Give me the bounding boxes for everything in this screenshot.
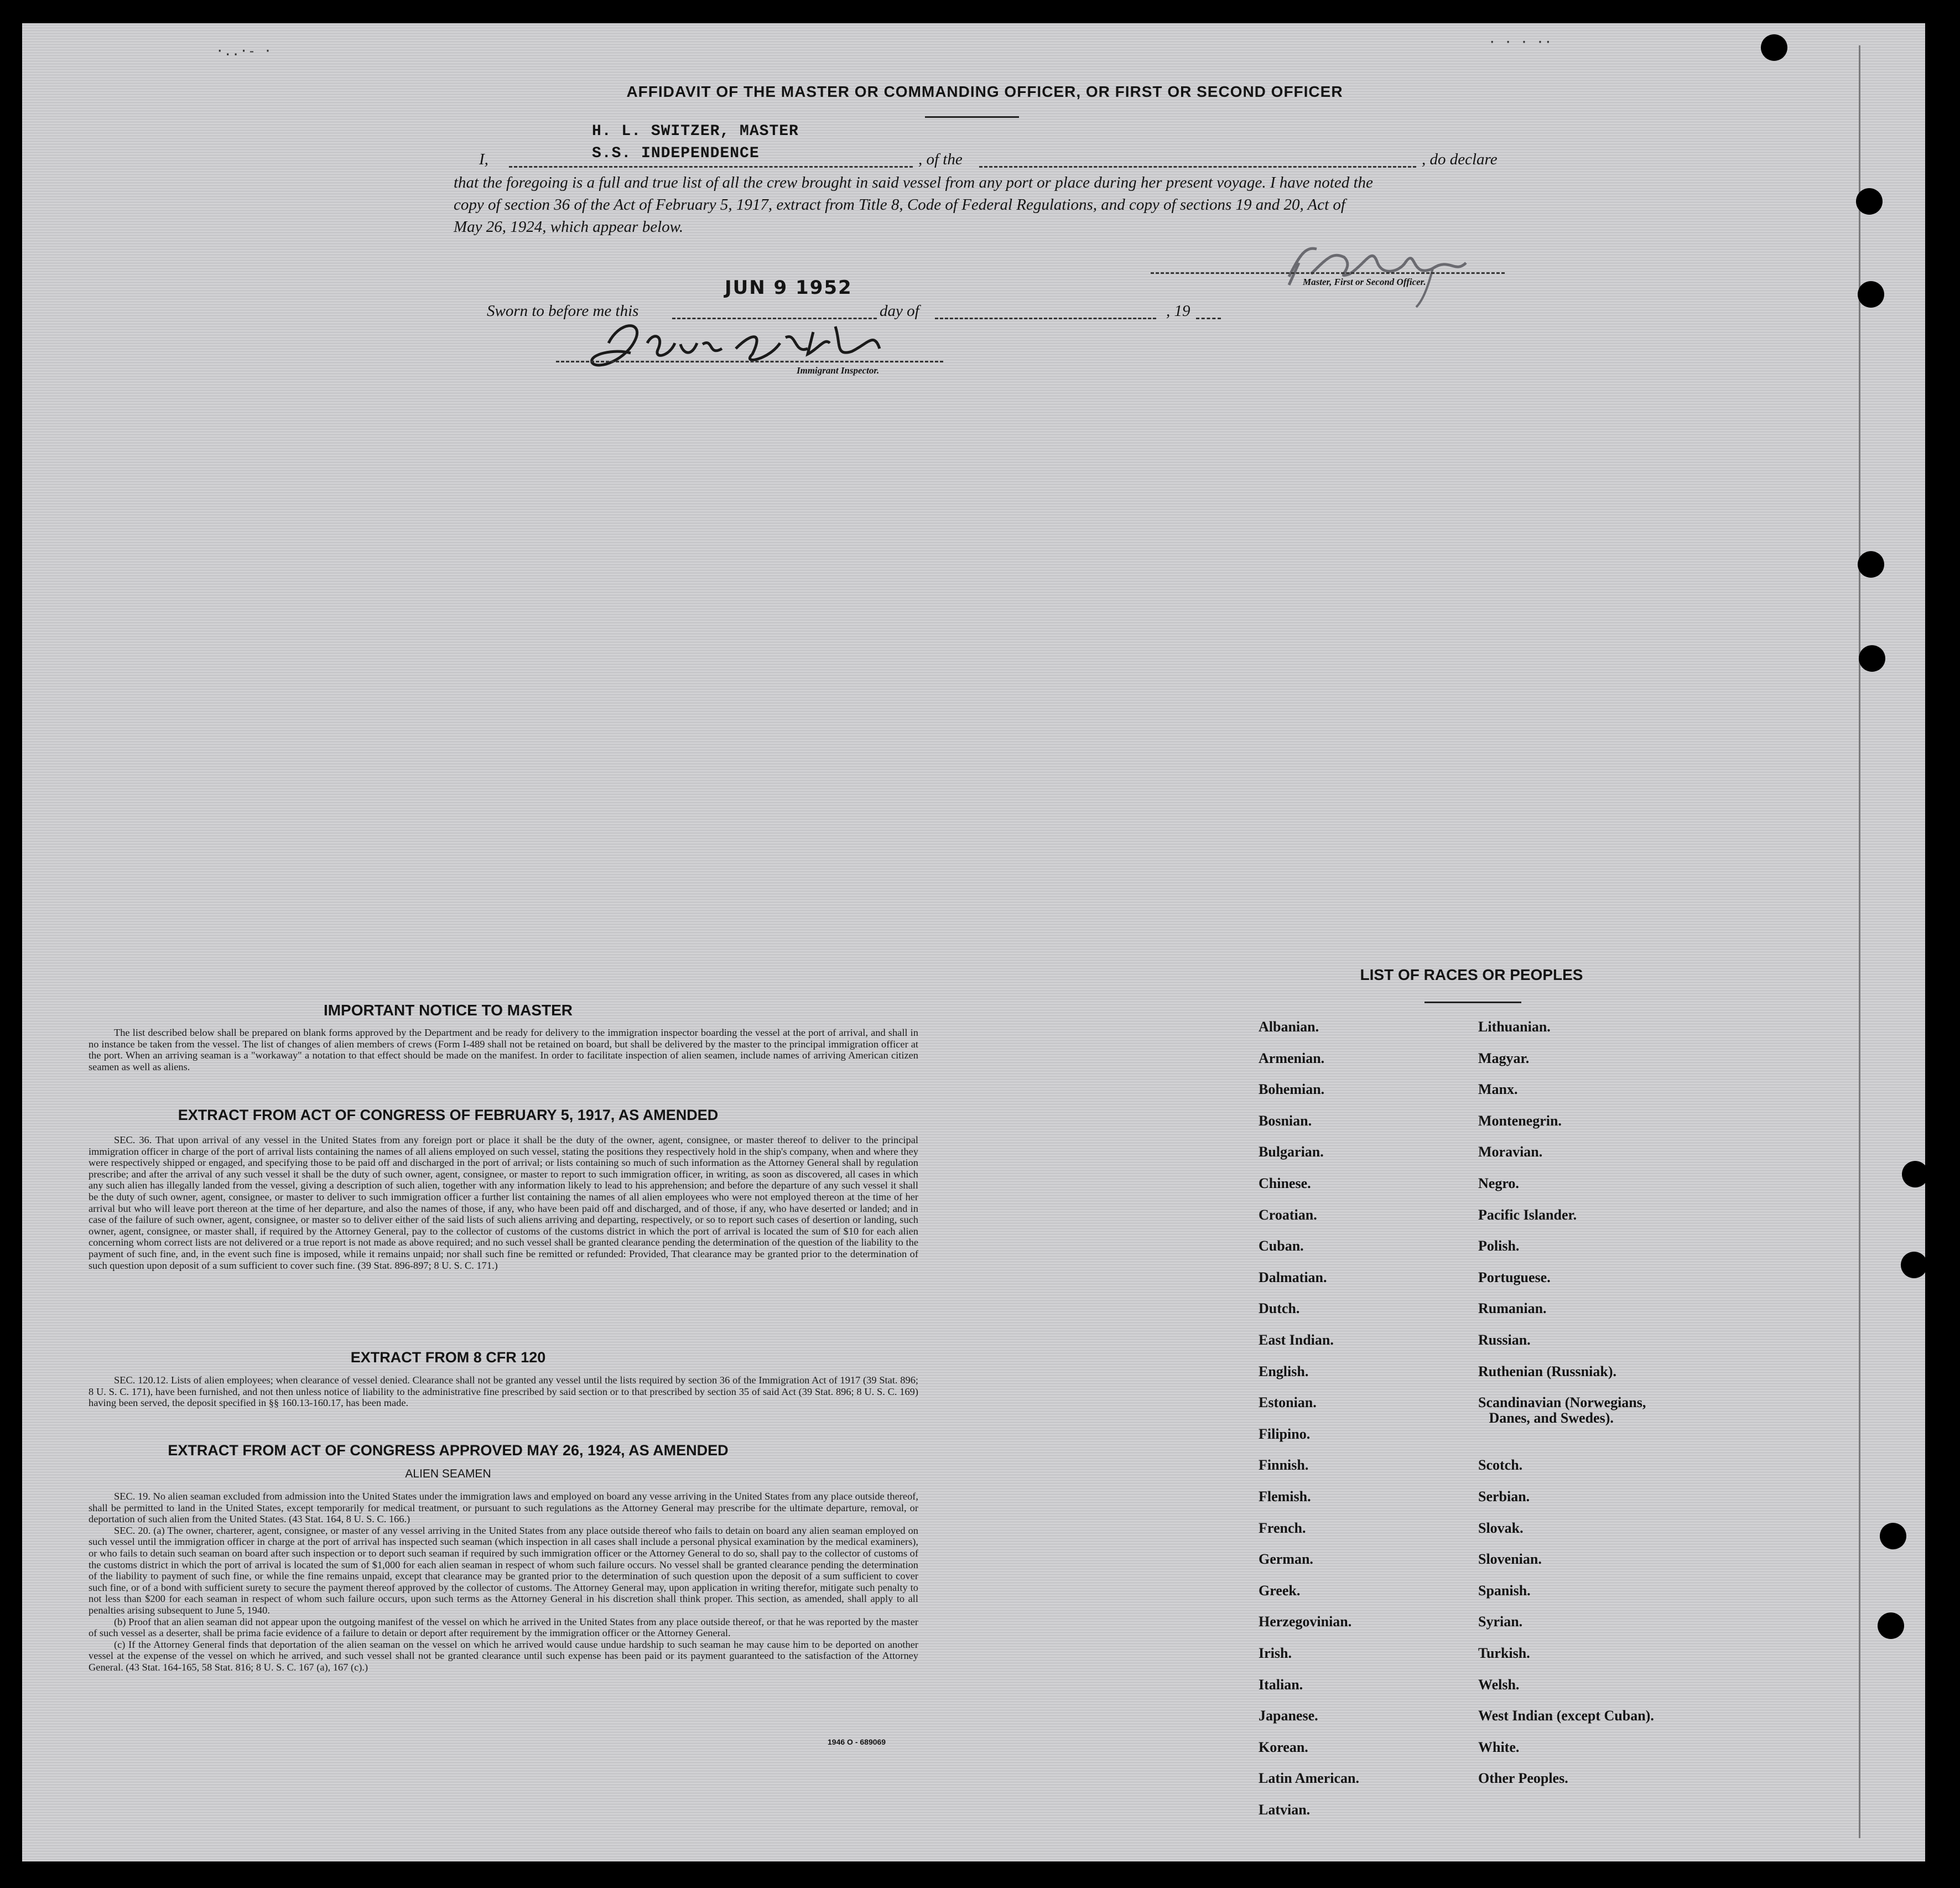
race-item: Portuguese. — [1478, 1269, 1551, 1285]
important-notice-heading: IMPORTANT NOTICE TO MASTER — [323, 1002, 573, 1019]
race-item: French. — [1259, 1519, 1306, 1536]
act-1924-heading: EXTRACT FROM ACT OF CONGRESS APPROVED MAY 26, 1924, AS AMENDED — [168, 1442, 729, 1459]
race-item: Polish. — [1478, 1238, 1520, 1254]
race-item: Slovak. — [1478, 1519, 1524, 1536]
race-item: Other Peoples. — [1478, 1770, 1568, 1787]
sec-20c-paragraph: (c) If the Attorney General finds that deportation of the alien seaman on the vessel on which he arrived would cause undue hardship to such seaman he may cause him to be deported on another vessel at the expense of the vessel on which he arrived, and such vessel shall not be granted clearance until such expense has been paid or its payment guaranteed to the satisfaction of the Attorney General. (43 Stat. 164-165, 58 Stat. 816; 8 U. S. C. 167 (a), 167 (c).) — [89, 1638, 918, 1673]
race-item: Finnish. — [1259, 1457, 1309, 1474]
race-item: Ruthenian (Russniak). — [1478, 1363, 1616, 1379]
do-declare-label: , do declare — [1422, 151, 1498, 168]
declaration-i: I, — [479, 151, 488, 168]
race-item: Negro. — [1478, 1175, 1519, 1191]
act-1917-text — [89, 1134, 918, 1271]
race-item: Montenegrin. — [1478, 1112, 1562, 1129]
declaration-line-2: copy of section 36 of the Act of February 5, 1917, extract from Title 8, Code of Federal Regulations, and copy of sections 19 and 20, Act of — [454, 196, 1345, 214]
race-item: Dutch. — [1259, 1300, 1300, 1317]
declaration-line-3: May 26, 1924, which appear below. — [454, 218, 684, 236]
act-1924-text — [89, 1491, 918, 1673]
punch-hole — [1878, 1612, 1904, 1639]
race-item: Magyar. — [1478, 1050, 1530, 1066]
punch-hole — [1859, 645, 1885, 672]
race-item: Slovenian. — [1478, 1551, 1542, 1568]
act-1917-heading: EXTRACT FROM ACT OF CONGRESS OF FEBRUARY 5, 1917, AS AMENDED — [178, 1107, 719, 1123]
sec-19-paragraph: SEC. 19. No alien seaman excluded from admission into the United States under the immigration laws and employed on board any vesse arriving in the United States from any place outside thereof, shall be permitted to land in the United States, except temporarily for medical treatment, or pursuant to such regulations as the Attorney General may prescribe for the ultimate departure, removal, or deportation of such alien from the United States. (43 Stat. 164, 8 U. S. C. 166.) — [89, 1491, 918, 1525]
race-item: Latin American. — [1259, 1770, 1359, 1787]
affidavit-title: AFFIDAVIT OF THE MASTER OR COMMANDING OFFICER, OR FIRST OR SECOND OFFICER — [626, 83, 1343, 100]
race-item: Flemish. — [1259, 1488, 1311, 1505]
race-item: Irish. — [1259, 1645, 1292, 1661]
important-notice-text — [89, 1027, 918, 1072]
punch-hole — [1901, 1252, 1927, 1278]
date-stamp: JUN 9 1952 — [725, 277, 852, 299]
races-heading: LIST OF RACES OR PEOPLES — [1360, 966, 1583, 983]
race-item: German. — [1259, 1551, 1313, 1568]
smudge-marks: ·..·‐ · — [216, 43, 272, 59]
punch-hole — [1902, 1161, 1928, 1187]
race-item: Chinese. — [1259, 1175, 1311, 1191]
race-item: Manx. — [1478, 1081, 1518, 1098]
master-officer-caption: Master, First or Second Officer. — [1303, 277, 1426, 287]
race-item: Bulgarian. — [1259, 1144, 1324, 1160]
race-item: Bohemian. — [1259, 1081, 1325, 1098]
race-item: Latvian. — [1259, 1802, 1311, 1818]
punch-hole — [1858, 281, 1884, 308]
race-item: Russian. — [1478, 1332, 1531, 1348]
title-rule — [925, 116, 1019, 118]
punch-hole — [1761, 34, 1787, 61]
page-edge-strip — [1859, 45, 1916, 1838]
sworn-label: Sworn to before me this — [487, 302, 639, 320]
race-item: West Indian (except Cuban). — [1478, 1708, 1654, 1724]
race-item: Welsh. — [1478, 1676, 1520, 1693]
race-item: Lithuanian. — [1478, 1019, 1551, 1035]
race-item: Pacific Islander. — [1478, 1206, 1577, 1223]
race-item: Dalmatian. — [1259, 1269, 1327, 1285]
sworn-month-blank — [935, 318, 1156, 319]
race-item: Moravian. — [1478, 1144, 1543, 1160]
race-item: Bosnian. — [1259, 1112, 1312, 1129]
race-item: White. — [1478, 1739, 1520, 1755]
race-item: Turkish. — [1478, 1645, 1530, 1661]
master-signature-line — [1151, 272, 1505, 274]
race-item: Italian. — [1259, 1676, 1303, 1693]
race-item: Korean. — [1259, 1739, 1308, 1755]
year-prefix: , 19 — [1166, 302, 1190, 320]
race-item: Armenian. — [1259, 1050, 1325, 1066]
race-item: East Indian. — [1259, 1332, 1334, 1348]
punch-hole — [1856, 188, 1883, 215]
inspector-signature-line — [556, 361, 943, 362]
of-the-label: , of the — [918, 151, 963, 168]
race-item: Croatian. — [1259, 1206, 1317, 1223]
race-item: Estonian. — [1259, 1394, 1317, 1411]
year-blank — [1196, 318, 1221, 319]
sec-36-paragraph: SEC. 36. That upon arrival of any vessel in the United States from any foreign port or place it shall be the duty of the owner, agent, consignee, or master thereof to deliver to the principal immigration officer in charge of the port of arrival lists containing the names of all aliens employed on such vessel, stating the positions they respectively hold in the ship's company, when and where they were respectively shipped or engaged, and specifying those to be paid off and discharged in the port of arrival; or lists containing so much of such information as the Attorney General shall by regulation prescribe; and after the arrival of any such vessel it shall be the duty of such owner, agent, consignee, or master to report to such immigration officer, in writing, as soon as discovered, all cases in which any such alien has illegally landed from the vessel, giving a description of such alien, together with any information likely to lead to his apprehension; and before the departure of any such vessel it shall be the duty of such owner, agent, consignee, or master to deliver to such immigration officer a further list containing the names of all alien employees who were not employed thereon at the time of her arrival but who will leave port thereon at the time of her departure, and also the names of those, if any, who have been paid off and discharged, and of those, if any, who have deserted or landed; and in case of the failure of such owner, agent, consignee, or master so to deliver either of the said lists of such aliens arriving and departing, respectively, or so to report such cases of desertion or landing, such owner, agent, consignee, or master shall, if required by the Attorney General, pay to the collector of customs of the customs district in which the port of arrival is located the sum of $10 for each alien concerning whom correct lists are not delivered or a true report is not made as above required; and no such vessel shall be granted clearance pending the determination of the question of the liability to the payment of such fine, and, in the event such fine is imposed, while it remains unpaid; nor shall such fine be remitted or refunded: Provided, That clearance may be granted prior to the determination of such question upon deposit of a sum sufficient to cover such fine. (39 Stat. 896-897; 8 U. S. C. 171.) — [89, 1134, 918, 1271]
vessel-blank — [979, 166, 1416, 168]
punch-hole — [1880, 1523, 1906, 1549]
name-blank — [509, 166, 913, 168]
cfr-heading: EXTRACT FROM 8 CFR 120 — [350, 1349, 546, 1366]
race-item: Albanian. — [1259, 1019, 1319, 1035]
race-item: Japanese. — [1259, 1708, 1318, 1724]
sec-120-paragraph: SEC. 120.12. Lists of alien employees; when clearance of vessel denied. Clearance shall not be granted any vessel until the lists required by section 36 of the Immigration Act of 1917 (39 Stat. 896; 8 U. S. C. 171), have been furnished, and not then unless notice of liability to the administrative fine prescribed by said section or to that prescribed by section 35 of said Act (39 Stat. 896; 8 U. S. C. 169) having been served, the deposit specified in §§ 160.13-160.17, has been made. — [89, 1374, 918, 1409]
alien-seamen-subheading: ALIEN SEAMEN — [405, 1467, 491, 1480]
race-item: Rumanian. — [1478, 1300, 1547, 1317]
day-of-label: day of — [880, 302, 919, 320]
declaration-line-1: that the foregoing is a full and true list of all the crew brought in said vessel from any port or place during her present voyage. I have noted the — [454, 174, 1373, 191]
race-item: Scotch. — [1478, 1457, 1523, 1474]
notice-paragraph: The list described below shall be prepared on blank forms approved by the Department and be ready for delivery to the immigration inspector boarding the vessel at the port of arrival, and shall in no instance be taken from the vessel. The list of changes of alien members of crews (Form I-489 shall not be retained on board, but shall be delivered by the master to the principal immigration officer at the port. When an arriving seaman is a "workaway" a notation to that effect should be made on the manifest. In order to facilitate inspection of alien seamen, include names of arriving American citizen seamen as well as aliens. — [89, 1027, 918, 1072]
sec-20b-paragraph: (b) Proof that an alien seaman did not appear upon the outgoing manifest of the vessel on which he arrived in the United States from any place outside thereof, or that he was reported by the master of such vessel as a deserter, shall be prima facie evidence of a failure to detain or deport after requirement by the immigration officer or the Attorney General. — [89, 1616, 918, 1639]
sec-20a-paragraph: SEC. 20. (a) The owner, charterer, agent, consignee, or master of any vessel arriving in the United States from any place outside thereof who fails to detain on board any alien seaman employed on such vessel until the immigration officer in charge at the port of arrival has inspected such seaman (which inspection in all cases shall include a personal physical examination by the medical examiners), or who fails to detain such seaman on board after such inspection or to deport such seaman if required by such immigration officer or the Attorney General to do so, shall pay to the collector of customs of the customs district in which the port of arrival is located the sum of $1,000 for each alien seaman in respect of whom such failure occurs. No vessel shall be granted clearance pending the determination of the liability to payment of such fine, or while the fine remains unpaid, except that clearance may be granted prior to the determination of such question upon the deposit of a sum sufficient to cover such fine, or of a bond with sufficient surety to secure the payment thereof approved by the collector of customs. The Attorney General may, upon application in writing therefor, mitigate such penalty to not less than $200 for each seaman in respect of whom such failure occurs, upon such terms as the Attorney General in his discretion shall think proper. This section, as amended, shall apply to all penalties arising subsequent to June 5, 1940. — [89, 1524, 918, 1616]
race-item: Herzegovinian. — [1259, 1614, 1352, 1630]
vessel-name: S.S. INDEPENDENCE — [592, 145, 760, 162]
race-item: Scandinavian (Norwegians, Danes, and Swedes). — [1478, 1394, 1646, 1427]
races-rule — [1424, 1002, 1521, 1003]
race-item: Filipino. — [1259, 1425, 1311, 1442]
race-item: Greek. — [1259, 1582, 1301, 1599]
master-signature — [1267, 224, 1488, 313]
print-code: 1946 O - 689069 — [828, 1737, 886, 1746]
punch-hole — [1858, 551, 1884, 578]
cfr-text — [89, 1374, 918, 1409]
race-item: Syrian. — [1478, 1614, 1523, 1630]
immigrant-inspector-caption: Immigrant Inspector. — [797, 365, 880, 376]
race-item: Spanish. — [1478, 1582, 1531, 1599]
master-name: H. L. SWITZER, MASTER — [592, 123, 799, 140]
race-item: Serbian. — [1478, 1488, 1530, 1505]
smudge-marks: · · · ·· — [1488, 34, 1552, 50]
race-item: English. — [1259, 1363, 1309, 1379]
race-item: Cuban. — [1259, 1238, 1304, 1254]
